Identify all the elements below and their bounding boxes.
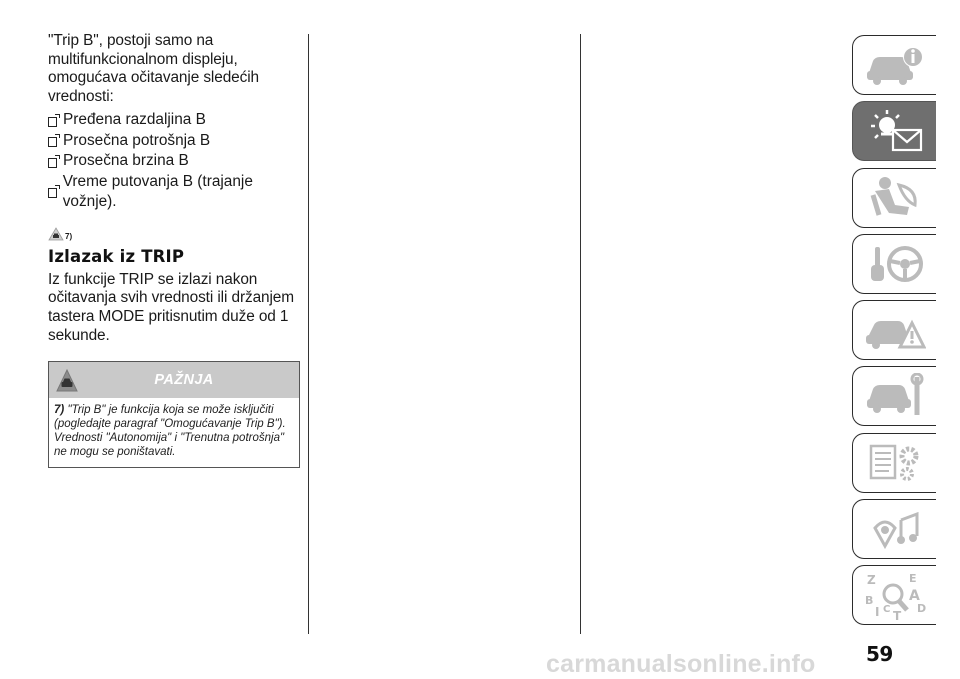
- car-wrench-icon: [865, 373, 925, 419]
- list-item: Pređena razdaljina B: [48, 110, 300, 131]
- warning-note: [49, 398, 299, 467]
- warning-reference[interactable]: [48, 225, 300, 241]
- index-search-icon: [863, 570, 927, 620]
- specifications-gears-icon: [865, 440, 925, 486]
- checkbox-bullet-icon: [48, 117, 57, 127]
- checkbox-bullet-icon: [48, 137, 57, 147]
- svg-text:Z: Z: [866, 573, 876, 588]
- key-steering-wheel-icon: [865, 241, 925, 287]
- body-paragraph: Iz funkcije TRIP se izlazi nakon očitavanja svih vrednosti ili držanjem tastera MODE pritisnutim duže od 1 sekunde.: [48, 270, 294, 344]
- section-heading: Izlazak iz TRIP: [48, 246, 185, 266]
- warning-light-message-icon: [863, 108, 927, 154]
- svg-text:D: D: [916, 602, 926, 616]
- tab-maintenance[interactable]: [852, 366, 936, 426]
- note-number: 7): [54, 404, 65, 417]
- text-column: [48, 32, 300, 468]
- tab-specifications[interactable]: [852, 433, 936, 493]
- tab-index[interactable]: [852, 565, 936, 625]
- multimedia-music-icon: [865, 506, 925, 552]
- column-divider: [580, 34, 581, 634]
- checkbox-bullet-icon: [48, 188, 57, 198]
- values-list: [48, 110, 300, 213]
- chapter-tabs: [852, 35, 936, 632]
- list-item: Prosečna potrošnja B: [48, 131, 300, 152]
- list-item: Vreme putovanja B (trajanje vožnje).: [48, 172, 300, 213]
- warning-header: [49, 362, 299, 398]
- svg-text:B: B: [864, 594, 873, 608]
- tab-warning-lights[interactable]: [852, 101, 936, 161]
- warning-title: PAŽNJA: [154, 372, 214, 389]
- tab-car-info[interactable]: [852, 35, 936, 95]
- svg-text:I: I: [874, 605, 879, 620]
- tab-multimedia[interactable]: [852, 499, 936, 559]
- tab-emergency[interactable]: [852, 300, 936, 360]
- tab-safety[interactable]: [852, 168, 936, 228]
- reference-number: 7): [65, 231, 73, 241]
- car-breakdown-warning-icon: [864, 307, 926, 353]
- checkbox-bullet-icon: [48, 158, 57, 168]
- warning-car-icon: [48, 227, 64, 241]
- column-divider: [308, 34, 309, 634]
- svg-text:A: A: [908, 588, 920, 605]
- warning-car-icon: [55, 367, 79, 393]
- svg-text:T: T: [892, 609, 901, 621]
- warning-box: [48, 361, 300, 468]
- intro-paragraph: "Trip B", postoji samo na multifunkcionalnom displeju, omogućava očitavanje sledećih vrednosti:: [48, 32, 259, 105]
- car-info-icon: [865, 43, 925, 87]
- list-item: Prosečna brzina B: [48, 151, 300, 172]
- seat-airbag-icon: [865, 175, 925, 221]
- tab-starting-driving[interactable]: [852, 234, 936, 294]
- svg-text:C: C: [882, 604, 890, 616]
- page-number: 59: [866, 642, 893, 666]
- watermark: carmanualsonline.info: [546, 650, 816, 678]
- svg-text:E: E: [908, 572, 917, 586]
- note-text: "Trip B" je funkcija koja se može isključiti (pogledajte paragraf "Omogućavanje Trip B"). Vrednosti "Autonomija" i "Trenutna potrošnja" ne mogu se poništavati.: [54, 404, 286, 458]
